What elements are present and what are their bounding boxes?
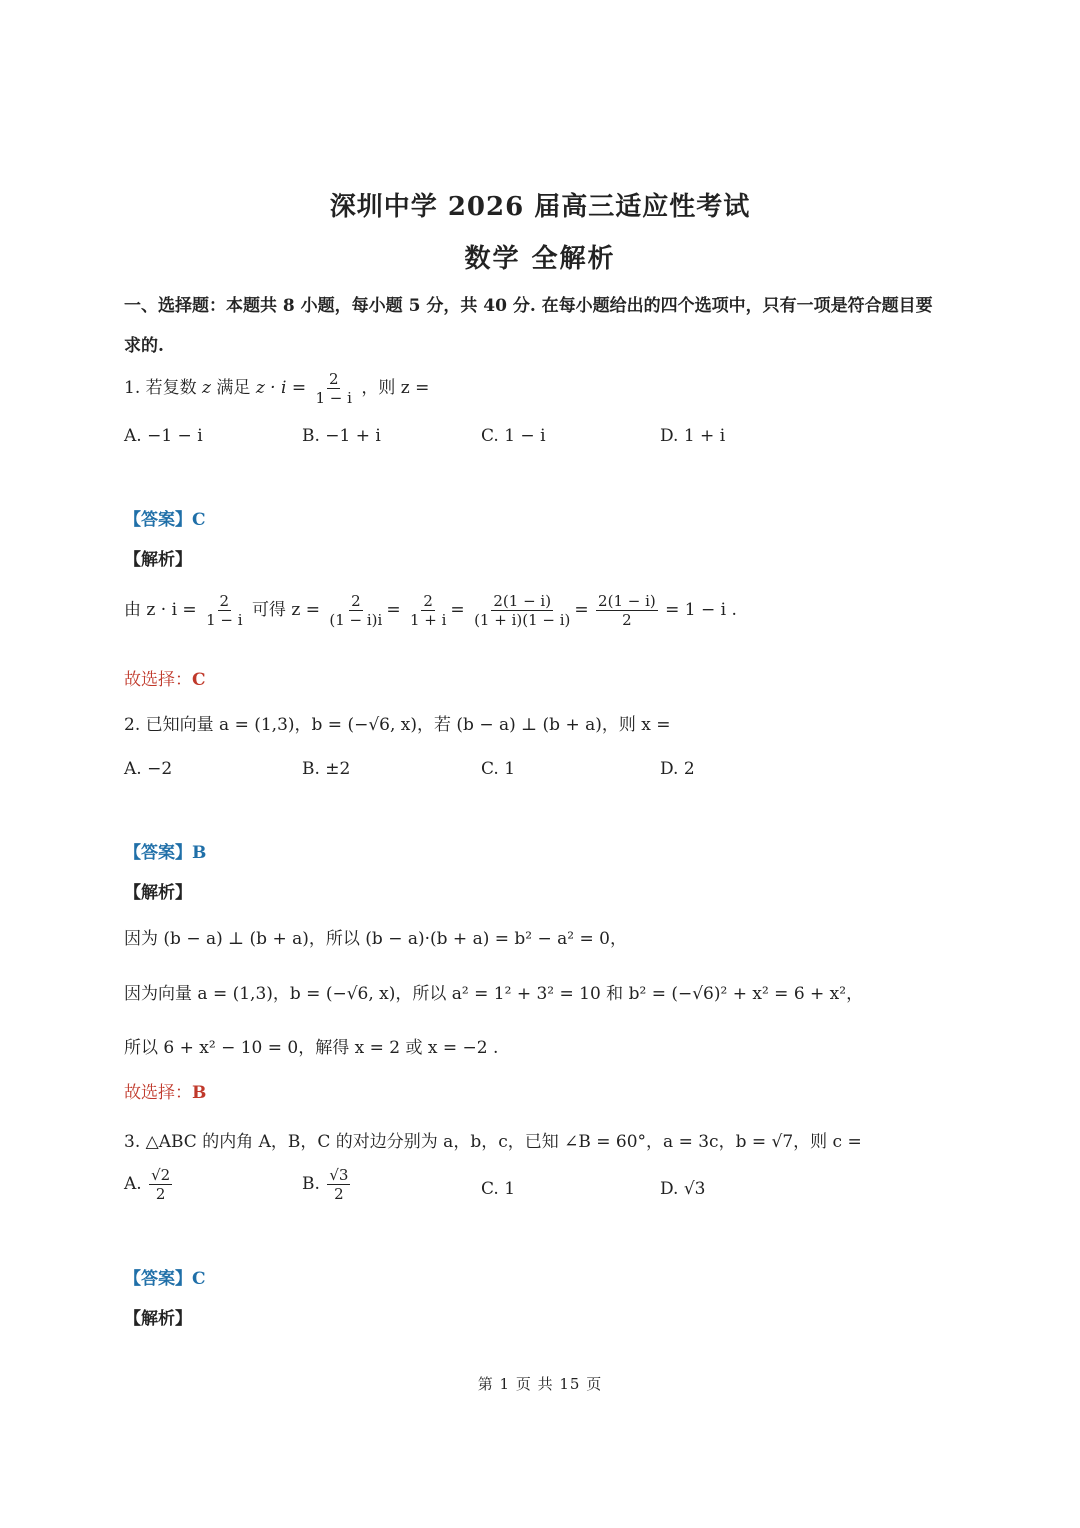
q2-analysis-label: 【解析】 xyxy=(124,883,192,903)
q2-option-c: C. 1 xyxy=(481,759,516,779)
section-heading-line2: 求的. xyxy=(124,336,164,356)
question-1-stem: 1. 若复数 z 满足 z · i = $\frac{2}{1 - i}$ ，则 z = xyxy=(124,370,430,407)
question-3-stem: 3. △ABC 的内角 A，B，C 的对边分别为 a，b，c，已知 ∠B = 60°，a = 3c，b = √7，则 c = xyxy=(124,1132,862,1152)
q1-option-c: C. 1 − i xyxy=(481,426,546,446)
q2-option-a: A. −2 xyxy=(124,759,173,779)
q3-option-c: C. 1 xyxy=(481,1179,516,1199)
q1-answer: 【答案】C xyxy=(124,510,206,530)
q3-option-a: A. $\frac{√2}{2}$ xyxy=(124,1166,171,1203)
question-2-stem: 2. 已知向量 a = (1,3)，b = (−√6, x)，若 (b − a) ⊥ (b + a)，则 x = xyxy=(124,715,671,735)
q1-selection: 故选择：C xyxy=(124,670,206,690)
document-subtitle: 数学 全解析 xyxy=(464,244,616,274)
q2-solution-line1: 因为 (b − a) ⊥ (b + a)，所以 (b − a)·(b + a) = b² − a² = 0， xyxy=(124,929,627,949)
q3-option-b: B. $\frac{√3}{2}$ xyxy=(302,1166,349,1203)
q1-solution: 由 z · i = $\frac{2}{1 - i}$ 可得 z = $\frac{2}{(1 - i)i}$ = $\frac{2}{1 + i}$ = $\frac{2(1 - i)}{(1 + i)(1 - i)}$ = $\frac{2(1 - i)}{2}$ = 1 − i . xyxy=(124,592,737,629)
q2-solution-line2: 因为向量 a = (1,3)，b = (−√6, x)，所以 a² = 1² + 3² = 10 和 b² = (−√6)² + x² = 6 + x²， xyxy=(124,984,864,1004)
section-heading-line1: 一、选择题：本题共 8 小题，每小题 5 分，共 40 分. 在每小题给出的四个选项中，只有一项是符合题目要 xyxy=(124,296,933,316)
q2-solution-line3: 所以 6 + x² − 10 = 0，解得 x = 2 或 x = −2 . xyxy=(124,1038,499,1058)
q1-analysis-label: 【解析】 xyxy=(124,550,192,570)
q3-analysis-label: 【解析】 xyxy=(124,1309,192,1329)
q1-option-b: B. −1 + i xyxy=(302,426,381,446)
question-1-fraction: $\frac{2}{1 - i}$ xyxy=(315,370,352,407)
q1-option-a: A. −1 − i xyxy=(124,426,203,446)
q3-answer: 【答案】C xyxy=(124,1269,206,1289)
q2-selection: 故选择：B xyxy=(124,1083,207,1103)
page-number: 第 1 页 共 15 页 xyxy=(477,1375,603,1393)
q2-answer: 【答案】B xyxy=(124,843,207,863)
q2-option-d: D. 2 xyxy=(660,759,695,779)
q3-option-d: D. √3 xyxy=(660,1179,706,1199)
q1-option-d: D. 1 + i xyxy=(660,426,726,446)
document-title: 深圳中学 2026 届高三适应性考试 xyxy=(329,192,751,222)
q2-option-b: B. ±2 xyxy=(302,759,351,779)
